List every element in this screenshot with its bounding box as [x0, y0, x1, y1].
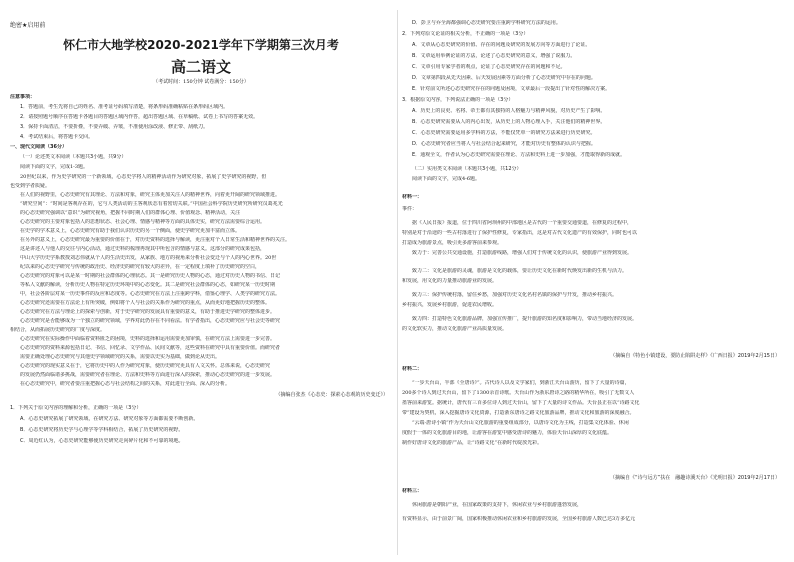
- left-text-line: 心态史研究是否能够成为一个独立的研究领域，学界对此仍存在不同看法。有学者指出，心态史研究应与社会史等研究: [20, 318, 281, 324]
- right-text-line: D．心态史研究者应当将人与社会结合起来研究，才能对历史有整体的认识与把握。: [412, 141, 596, 147]
- right-text-line: C．心态史研究需要运用多学科的方法，不能仅凭单一的研究方法来进行历史研究。: [412, 130, 596, 136]
- right-text-line: D．文章第四段从先天因素、后天发展因素等方面分析了心态史研究中存在的问题。: [412, 75, 596, 81]
- right-text-line: 墨客前来游览。据统计，唐代有三百多位诗人到过天台山，留下了大量的诗文作品。天台县正在以“诗路文化: [402, 400, 640, 406]
- right-text-line: 休闲旅游是朝阳产业，在国家政策的支持下，休闲农业与乡村旅游蓬勃发展，: [412, 502, 583, 508]
- left-text-line: 心态史研究的对象可以是某一时期的社会群体的心理状态。其一是研究历史人物的心态，通过对历史人物的书信、日记: [20, 273, 281, 279]
- left-text-line: 需要正确处理心态史研究与其他史学领域研究的关系，需要以史实为基础，做到论从史出。: [20, 354, 221, 360]
- right-column: [402, 0, 784, 562]
- left-text-line: 的发展仍然面临诸多挑战，需要研究者在理论、方法和史料等方面进行深入的探索，推动心态史研究的进一步发展。: [20, 372, 276, 378]
- left-text-line: 阅读下面的文字，完成1-3题。: [20, 164, 89, 170]
- right-text-line: 阅读下面的文字，完成4-6题。: [412, 176, 481, 182]
- right-text-line: 200多个诗人到过天台山，留下了1300余首诗歌。天台山作为浙东唐诗之路的精华所在，吸引了无数文人: [402, 390, 635, 396]
- left-text-line: 心态史研究在方法与理论上的探索与创新，对于史学研究的发展具有重要的意义，有助于推进史学研究的整体进步。: [20, 309, 276, 315]
- right-text-line: 材料二：: [402, 366, 423, 372]
- left-text-line: 3．保持卡面清洁，不要折叠，不要弄破、弄皱，不准使用涂改液、修正带、刮纸刀。: [20, 124, 209, 130]
- exam-meta: （考试时间：150分钟 试卷满分：150分）: [153, 79, 249, 85]
- left-text-line: 相结合，从而拓展历史研究的广度与深度。: [10, 327, 106, 333]
- right-text-line: A．历史上的良吏、名将、帝王都有其独特的人格魅力与精神风貌，对历史产生了影响。: [412, 108, 606, 114]
- right-text-line: 事件：: [402, 206, 418, 212]
- material-source: （摘编自《特色小镇建设，要防止陷阱走样》《广西日报》2019年2月15日）: [610, 353, 780, 359]
- left-text-line: 在另外的意义上，心态史研究最为重要的价值在于，对历史资料的选择与解读，更注重对个人日常生活和精神世界的关注。: [20, 237, 291, 243]
- right-text-line: E．针对前文所述心态史研究存在的问题及困境，文章最后一段提出了针对性的解决方案。: [412, 86, 611, 92]
- left-text-line: 1．答题前，考生先将自己的姓名、准考证号码填写清楚，将条形码准确粘贴在条形码区域内。: [20, 104, 229, 110]
- right-text-line: B．文章运用举例论证的方法，论述了心态史研究的意义，增强了说服力。: [412, 53, 576, 59]
- left-text-line: 中山大学历史学系教授刘志伟就从个人的生活史出发，从家族、地方的视角来分析社会变迁与个人的内心世界。20世: [20, 255, 277, 261]
- left-text-line: 的心态史研究强调以“意识”为研究视角，把握不同时期人们的群体心理、价值观念、精神活动，关注: [20, 210, 241, 216]
- left-text-line: 心态史研究的主要对象包括人的思想状态、社会心理、情感与精神等方面的具体史实，研究方法需要综合运用。: [20, 219, 266, 225]
- left-text-line: （一）论述类文本阅读（本题共3小题，共9分）: [20, 154, 127, 160]
- right-text-line: 制作好唐诗文化的旅游产品，让“诗路文化”在新时代绽放光彩。: [402, 440, 543, 446]
- right-text-line: 带”建设为契机，深入挖掘唐诗文化资源，打造浙东唐诗之路文化旅游品牌，推动文化和旅游的深度融合。: [402, 410, 635, 416]
- right-text-line: A．文章从心态史研究的价值、存在的问题及研究的发展方向等方面进行了论证。: [412, 42, 591, 48]
- left-text-line: 心态史研究的资料来源包括日记、书信、回忆录、文学作品、民间文献等，这些资料在研究中具有重要价值。而研究者: [20, 345, 281, 351]
- left-text-line: 2．请按照题号顺序在答题卡各题目的答题区域内作答，超出答题区域、在草稿纸、试卷上书写的答案无效。: [20, 114, 259, 120]
- right-text-line: E．通观全文，作者认为心态史研究需要在理论、方法和史料上进一步加强，才能取得新的成就。: [412, 152, 626, 158]
- left-text-line: 纪以来的心态史学研究与传统的政治史、经济史的研究有较大的差异，在一定程度上填补了历史研究的空白，: [20, 264, 261, 270]
- left-text-line: B．心态史研究将历史学与心理学等学科相结合，拓展了历史研究的视野。: [20, 427, 184, 433]
- right-text-line: C．文章引用专家学者的观点，论证了心态史研究存在的问题和不足。: [412, 64, 566, 70]
- left-text-line: 这是讲述人与他人的交往与内心活动，通过史料的梳理再现其中所包含的情感与意义。这部分的研究成果包括，: [20, 246, 266, 252]
- right-text-line: 致力于：完善公共交通设施，打造旅游线路，增强人们对于传统文化的认识，使旅游产业得到发展。: [412, 250, 633, 256]
- right-text-line: （二）实用类文本阅读（本题共3小题，共12分）: [412, 166, 522, 172]
- right-text-line: 2．下列对原文论证的相关分析，不正确的一项是（3分）: [402, 31, 529, 37]
- material-source: （摘编自《“诗与远方”扶在 融趣诗溪天台》《光明日报》2019年2月17日）: [610, 475, 780, 481]
- left-text-line: 在人们的视野里，心态史研究有其理论、方法和对象，研究主体更加关注人的精神世界，向着更开阔的研究领域推进。: [20, 192, 281, 198]
- confidential-mark: 绝密★启用前: [10, 22, 46, 29]
- left-text-line: 在史学的学术意义上，心态史研究有助于我们认识历史的另一个侧面，使史学研究更加丰富而立体。: [20, 228, 241, 234]
- column-divider: [397, 10, 398, 555]
- left-text-line: 注意事项：: [10, 94, 36, 100]
- right-text-line: “一步天台山，半部《全唐诗》”。古代诗人以及文学家们，到浙江天台山游历，留下了大量的诗篇，: [412, 380, 630, 386]
- left-text-line: 1．下列关于原文内容的理解和分析，正确的一项是（3分）: [10, 405, 142, 411]
- left-text-line: 也受到学者质疑。: [10, 183, 51, 189]
- right-text-line: 度假于一体的文化旅游目的地，让游客在游览中感受唐诗的魅力，体验天台山深厚的文化底蕴。: [402, 430, 613, 436]
- right-text-line: 致力二：文化是旅游的灵魂，旅游是文化的载体，要让历史文化在新时代焕发出新的生机与活力。: [412, 268, 628, 274]
- left-column: [10, 0, 392, 562]
- right-text-line: B．心态史研究需要从人的内心出发，从历史上的人物心理入手，关注他们的精神世界。: [412, 119, 606, 125]
- left-text-line: 等私人文献的解读，分析历史人物在特定历史环境中的心态变化。其二是研究社会群体的心态，如研究某一历史时期: [20, 282, 276, 288]
- right-text-line: 和发展，用文化的力量推动旅游业的发展。: [402, 278, 498, 284]
- right-text-line: 据《人民日报》报道，位于四川省阿坝州的中部地区是古代的一个重要交通要道，在修复的过程中，: [412, 220, 633, 226]
- left-text-line: 心态史研究还需要在方法论上有所突破，例如将个人与社会的关系作为研究的重点，从而更好地把握历史的整体。: [20, 300, 271, 306]
- right-text-line: 3．根据原文内容，下列说法正确的一项是（3分）: [402, 97, 514, 103]
- right-text-line: 材料一：: [402, 194, 423, 200]
- left-text-line: 4．考试结束后，将答题卡交回。: [20, 134, 94, 140]
- subject-title: 高二语文: [170, 58, 231, 76]
- left-text-line: A．心态史研究拓展了研究领域，在研究方法、研究对象等方面都需要不断创新。: [20, 416, 199, 422]
- right-text-line: 的文化软实力，推动文化旅游产业高质量发展。: [402, 326, 508, 332]
- left-text-line: C．周近红认为，心态史研究能够使历史研究走向碎片化和不可靠的境地。: [20, 438, 184, 444]
- right-text-line: 有资料显示，由于前景广阔，国家积极推动休闲农业和乡村旅游的发展，全国乡村旅游人数已达3万多亿元: [402, 516, 636, 522]
- passage-source: （摘编自张杰《心态史：探索心态观的历史变迁》）: [275, 392, 388, 398]
- right-text-line: “云端·唐诗小镇”作为天台山文化旅游的重要组成部分，以唐诗文化为主线，打造集文化体验、休闲: [412, 420, 629, 426]
- right-text-line: 特别是对于沿途的一些古村落进行了保护性修复，专家指出，这是对古代文化遗产的有效保护，同时也可以: [402, 230, 638, 236]
- left-text-line: 一、现代文阅读（36分）: [10, 144, 67, 150]
- left-text-line: 心态史研究在实际操作中面临着资料匮乏的困境，史料的选择和运用需要更加审慎，在研究方法上需要进一步完善。: [20, 336, 276, 342]
- right-text-line: 打造成为旅游景点，吸引更多游客前来参观。: [402, 240, 503, 246]
- right-text-line: 致力四：打造特色文化旅游品牌，加强宣传推广，提升旅游的知名度和影响力，带动当地经济的发展。: [412, 316, 638, 322]
- right-text-line: 乡村振兴，发展乡村旅游，促进农民增收。: [402, 302, 498, 308]
- left-text-line: “研究空间”：“时间是客观存在的，它与人类活动的主客观状态有着密切关联。”中国社会科学院历史研究所研究员葛兆光: [20, 201, 283, 207]
- left-text-line: 在心态史研究中，研究者要注重把握心态与社会结构之间的关系，对此进行全面、深入的分析。: [20, 381, 231, 387]
- right-text-line: 致力三：保护传统村落，留住乡愁，加强对历史文化名村名镇的保护与开发，推动乡村振兴。: [412, 292, 618, 298]
- left-text-line: 中，社会各阶层对某一历史事件的反应和态度等。心态史研究在方法上注重跨学科，借鉴心理学、人类学的研究方法。: [20, 291, 281, 297]
- exam-title: 怀仁市大地学校2020-2021学年下学期第三次月考: [63, 38, 339, 52]
- left-text-line: 20世纪以来，作为史学研究的一个新领域，心态史学将人的精神活动作为研究对象，拓展了史学研究的视野，但: [20, 174, 267, 180]
- right-text-line: 材料三：: [402, 488, 423, 494]
- left-text-line: 心态史研究的现实意义在于，它将历史中的人作为研究对象，使历史研究更具有人文关怀。总体来说，心态史研究: [20, 363, 271, 369]
- right-text-line: D．彭卫与乔全海都强调心态史研究要注重跨学科研究方法的运用。: [412, 20, 561, 26]
